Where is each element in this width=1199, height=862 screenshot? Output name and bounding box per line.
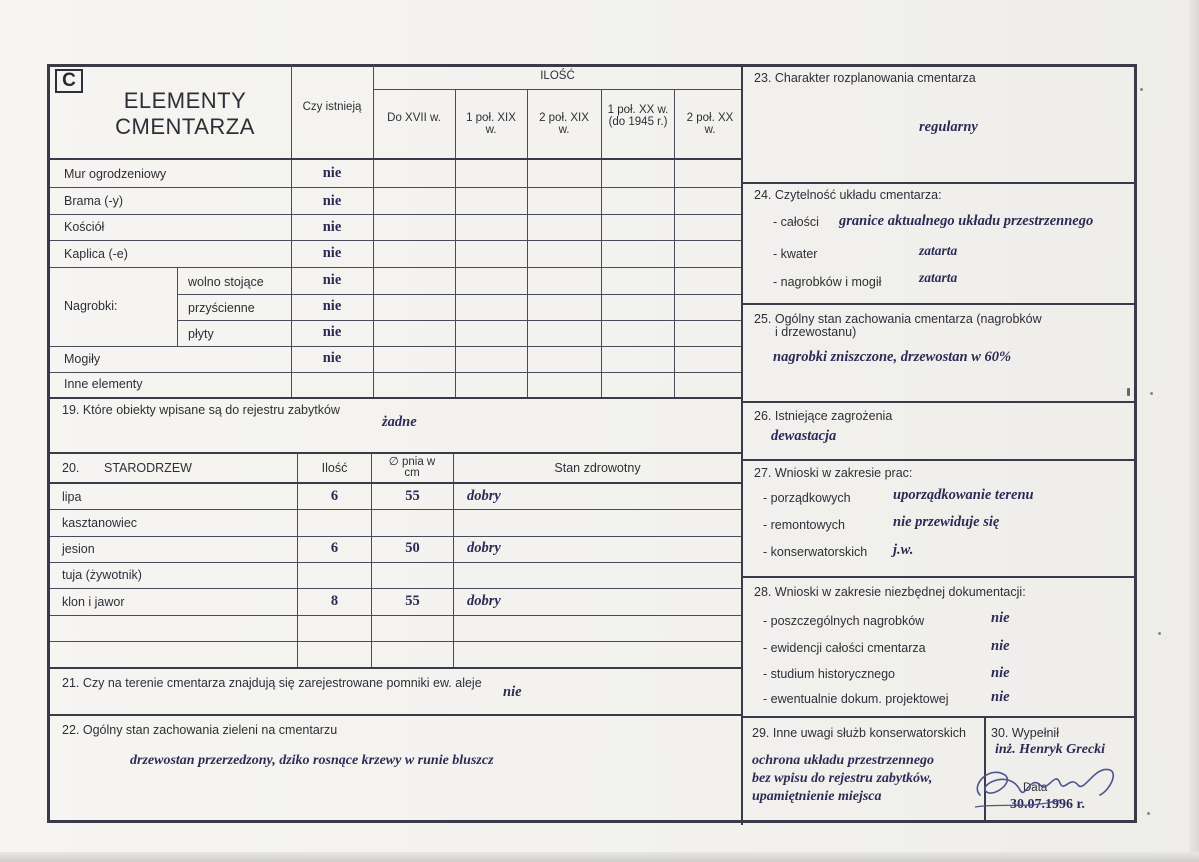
- row-line: [50, 588, 741, 589]
- element-label: Kaplica (-e): [64, 247, 128, 261]
- paper-speck: [1150, 392, 1153, 395]
- tree-stan: dobry: [467, 488, 501, 504]
- q30-name: inż. Henryk Grecki: [995, 742, 1106, 757]
- period-header: 2 poł. XIX w.: [539, 112, 589, 136]
- row-line: [50, 509, 741, 510]
- ilosc-underline: [373, 89, 741, 90]
- q22-value: drzewostan przerzedzony, dziko rosnące krzewy w runie bluszcz: [130, 753, 494, 768]
- section-line: [742, 182, 1136, 184]
- paper-speck: [1140, 88, 1143, 91]
- col-line-3: [527, 89, 528, 398]
- q28-row-label: - ewentualnie dokum. projektowej: [763, 692, 949, 706]
- period-header: 2 poł. XX w.: [686, 112, 734, 136]
- section-line: [742, 716, 1136, 718]
- q25-value: nagrobki zniszczone, drzewostan w 60%: [773, 349, 1012, 365]
- row-line: [50, 641, 741, 642]
- q28-row-label: - studium historycznego: [763, 667, 896, 681]
- page-edge-bottom: [0, 852, 1199, 862]
- q29-line: ochrona układu przestrzennego: [752, 753, 935, 768]
- period-header: Do XVII w.: [387, 112, 441, 124]
- starodrzew-ilosc-header: Ilość: [321, 461, 348, 475]
- q21-value: nie: [503, 684, 522, 700]
- tree-name: lipa: [62, 490, 82, 504]
- q30-date-label: Data: [1023, 782, 1048, 794]
- tree-stan: dobry: [467, 593, 501, 609]
- nagrobki-row-label: przyścienne: [188, 301, 255, 315]
- header-bottom-line: [47, 158, 742, 160]
- nagrobki-row-label: płyty: [188, 327, 214, 341]
- tree-name: klon i jawor: [62, 595, 125, 609]
- signature-mark: [960, 745, 1130, 815]
- q29-line: upamiętnienie miejsca: [752, 789, 882, 804]
- mogily-value: nie: [322, 350, 342, 366]
- page-edge-right: [1189, 0, 1199, 862]
- page-title: ELEMENTY CMENTARZA: [115, 88, 255, 139]
- tree-ilosc: 8: [330, 593, 339, 609]
- q28-row-label: - ewidencji całości cmentarza: [763, 641, 926, 655]
- q28-row-value: nie: [991, 638, 1010, 654]
- element-label: Mur ogrodzeniowy: [64, 167, 167, 181]
- section-line: [47, 482, 742, 484]
- starodrzew-col-pnia: [371, 453, 372, 668]
- section-line: [47, 667, 742, 669]
- q22-label: 22. Ogólny stan zachowania zieleni na cmentarzu: [62, 723, 338, 737]
- col-line-5: [674, 89, 675, 398]
- section-line: [47, 397, 742, 399]
- element-label: Kościół: [64, 220, 105, 234]
- q29-line: bez wpisu do rejestru zabytków,: [752, 771, 933, 786]
- nagrobki-label: Nagrobki:: [64, 299, 118, 313]
- section-line: [742, 576, 1136, 578]
- row-line: [177, 320, 741, 321]
- tree-ilosc: 6: [330, 540, 339, 556]
- q24-row-value: zatarta: [919, 270, 958, 285]
- q24-row-value: zatarta: [919, 243, 958, 258]
- tree-pnia: 55: [405, 593, 420, 609]
- q30-date: 30.07.1996 r.: [1010, 797, 1085, 812]
- row-line: [50, 240, 741, 241]
- element-label: Brama (-y): [64, 194, 124, 208]
- row-line: [50, 214, 741, 215]
- ilosc-header: ILOŚĆ: [540, 70, 575, 82]
- q27-row-label: - porządkowych: [763, 491, 851, 505]
- q24-label: 24. Czytelność układu cmentarza:: [754, 188, 942, 202]
- tree-pnia: 55: [405, 488, 420, 504]
- element-value: nie: [322, 193, 342, 209]
- section-line: [47, 714, 742, 716]
- q28-label: 28. Wnioski w zakresie niezbędnej dokumentacji:: [754, 585, 1026, 599]
- nagrobki-row-label: wolno stojące: [188, 275, 264, 289]
- element-value: nie: [322, 245, 342, 261]
- row-line: [50, 346, 741, 347]
- starodrzew-col-ilosc: [297, 453, 298, 668]
- element-value: nie: [322, 219, 342, 235]
- mogily-label: Mogiły: [64, 352, 101, 366]
- q26-value: dewastacja: [771, 428, 837, 444]
- q28-row-label: - poszczególnych nagrobków: [763, 614, 925, 628]
- q27-row-label: - remontowych: [763, 518, 845, 532]
- tree-stan: dobry: [467, 540, 501, 556]
- section-line: [742, 459, 1136, 461]
- q27-row-value: j.w.: [893, 542, 914, 558]
- section-line: [742, 303, 1136, 305]
- section-line: [47, 452, 742, 454]
- starodrzew-stan-header: Stan zdrowotny: [554, 461, 641, 475]
- col-line-1: [373, 64, 374, 398]
- tree-pnia: 50: [405, 540, 420, 556]
- q24-row-value: granice aktualnego układu przestrzennego: [839, 213, 1094, 229]
- q24-row-label: - całości: [773, 215, 819, 229]
- q27-label: 27. Wnioski w zakresie prac:: [754, 466, 913, 480]
- starodrzew-title: STARODRZEW: [104, 461, 192, 475]
- paper-speck: [1147, 812, 1150, 815]
- starodrzew-pnia-header: ∅ pnia w cm: [388, 456, 436, 479]
- nagrobki-row-value: nie: [322, 272, 342, 288]
- q24-row-label: - nagrobków i mogił: [773, 275, 882, 289]
- q26-label: 26. Istniejące zagrożenia: [754, 409, 893, 423]
- nagrobki-row-value: nie: [322, 298, 342, 314]
- row-line: [50, 536, 741, 537]
- q19-value: żadne: [382, 414, 417, 430]
- nagrobki-divider: [177, 267, 178, 347]
- form-frame: [47, 64, 1137, 823]
- element-value: nie: [322, 165, 342, 181]
- q29-label: 29. Inne uwagi służb konserwatorskich: [752, 726, 967, 740]
- row-line: [177, 294, 741, 295]
- inne-label: Inne elementy: [64, 377, 143, 391]
- row-line: [50, 267, 741, 268]
- panel-divider: [741, 64, 743, 825]
- col-line-4: [601, 89, 602, 398]
- tree-name: kasztanowiec: [62, 516, 138, 530]
- czy-istnieja-header: Czy istnieją: [302, 101, 362, 113]
- row-line: [50, 562, 741, 563]
- q24-row-label: - kwater: [773, 247, 818, 261]
- row-line: [50, 615, 741, 616]
- q30-label: 30. Wypełnił: [991, 726, 1059, 740]
- q19-label: 19. Które obiekty wpisane są do rejestru zabytków: [62, 403, 340, 417]
- starodrzew-col-stan: [453, 453, 454, 668]
- q23-label: 23. Charakter rozplanowania cmentarza: [754, 71, 976, 85]
- q27-row-value: uporządkowanie terenu: [893, 487, 1034, 503]
- q25-label-cont: i drzewostanu): [775, 325, 857, 339]
- tree-ilosc: 6: [330, 488, 339, 504]
- row-line: [50, 372, 741, 373]
- tree-name: jesion: [62, 542, 95, 556]
- starodrzew-num: 20.: [62, 461, 80, 475]
- q27-row-label: - konserwatorskich: [763, 545, 868, 559]
- q27-row-value: nie przewiduje się: [893, 514, 1000, 530]
- period-header: 1 poł. XX w. (do 1945 r.): [607, 104, 669, 128]
- q21-label: 21. Czy na terenie cmentarza znajdują się zarejestrowane pomniki ew. aleje: [62, 676, 482, 690]
- row-line: [50, 187, 741, 188]
- col-line-2: [455, 89, 456, 398]
- paper-speck: [1158, 632, 1161, 635]
- q23-value: regularny: [919, 119, 978, 135]
- nagrobki-row-value: nie: [322, 324, 342, 340]
- q25-label: 25. Ogólny stan zachowania cmentarza (nagrobków: [754, 312, 1042, 326]
- section-letter-box: C: [55, 69, 83, 93]
- tree-name: tuja (żywotnik): [62, 568, 142, 582]
- q28-row-value: nie: [991, 665, 1010, 681]
- q28-row-value: nie: [991, 610, 1010, 626]
- section-line: [742, 401, 1136, 403]
- paper-speck: [1127, 388, 1130, 396]
- period-header: 1 poł. XIX w.: [466, 112, 516, 136]
- q28-row-value: nie: [991, 689, 1010, 705]
